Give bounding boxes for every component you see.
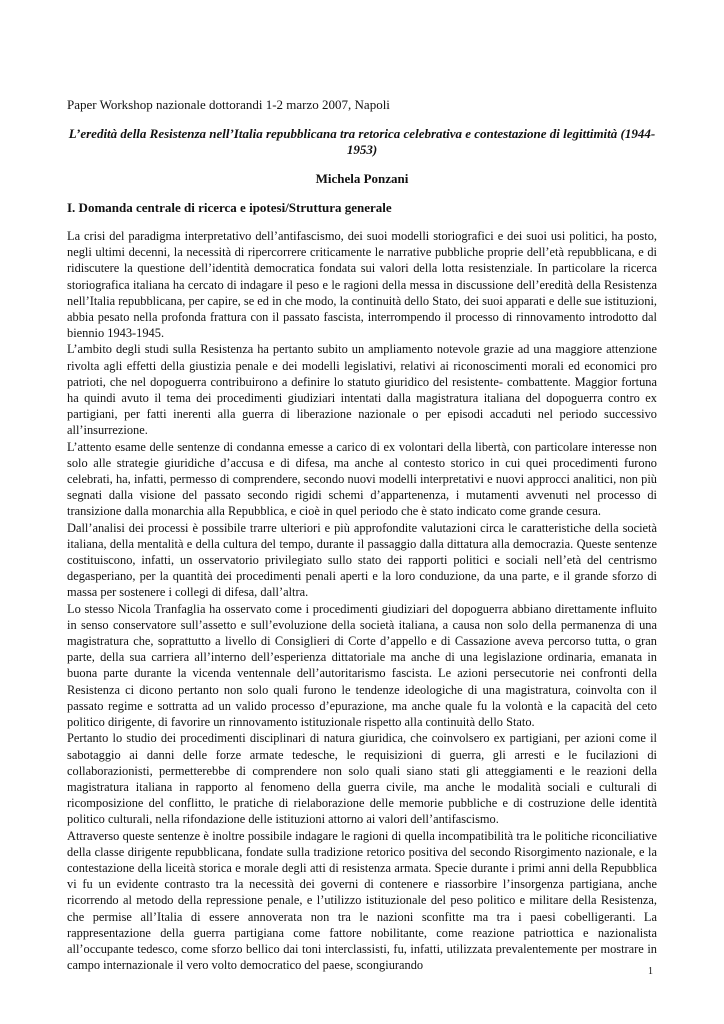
header-line: Paper Workshop nazionale dottorandi 1-2 marzo 2007, Napoli xyxy=(67,97,390,112)
paragraph-4: Dall’analisi dei processi è possibile trarre ulteriori e più approfondite valutazioni circa le caratteristiche della società italiana, della mentalità e della cultura del tempo, durante il passaggio dalla dittatura alla democrazia. Queste sentenze costituiscono, infatti, un osservatorio privilegiato sullo stato dei rapporti politici e sociali nell’età del centrismo degasperiano, per la quantità dei procedimenti penali aperti e la loro conduzione, da una parte, e il grande sforzo di massa per sostenere i collegi di difesa, dall’altra. xyxy=(67,520,657,600)
section-heading: I. Domanda centrale di ricerca e ipotesi/Struttura generale xyxy=(67,200,392,215)
paragraph-7: Attraverso queste sentenze è inoltre possibile indagare le ragioni di quella incompatibilità tra le politiche riconciliative della classe dirigente repubblicana, fondate sulla tradizione retorico positiva del secondo Risorgimento nazionale, e la contestazione della liceità storica e morale degli atti di resistenza armata. Specie durante i primi anni della Repubblica vi fu un evidente contrasto tra la necessità dei governi di contenere e riassorbire l’insorgenza partigiana, anche ricorrendo al metodo della repressione penale, e l’utilizzo istituzionale del peso politico e militare della Resistenza, che permise all’Italia di essere annoverata non tra le nazioni sconfitte ma tra i paesi cobelligeranti. La rappresentazione della guerra partigiana come fattore nobilitante, come reazione patriottica e nazionalista all’occupante tedesco, come sforzo bellico dai toni interclassisti, fu, infatti, utilizzata prevalentemente per mostrare in campo internazionale il vero volto democratico del paese, scongiurando xyxy=(67,828,657,973)
paragraph-5: Lo stesso Nicola Tranfaglia ha osservato come i procedimenti giudiziari del dopoguerra abbiano direttamente influito in senso conservatore sull’assetto e sull’evoluzione della società italiana, a causa non solo della permanenza di una magistratura che, soprattutto a livello di Consiglieri di Corte d’appello e di Cassazione aveva percorso tutta, o gran parte, della sua carriera all’interno dell’esperienza dittatoriale ma anche di una legislazione ordinaria, emanata in buona parte durante la vicenda ventennale dell’autoritarismo fascista. Le azioni persecutorie nei confronti della Resistenza ci dicono pertanto non solo quali furono le tendenze ideologiche di una magistratura, coinvolta con il passato regime e sottratta ad un valido processo d’epurazione, ma anche quale fu la volontà e la capacità del ceto politico dirigente, di favorire un rinnovamento istituzionale rispetto alla continuità dello Stato. xyxy=(67,601,657,730)
page-number: 1 xyxy=(648,966,653,977)
document-page xyxy=(67,97,657,973)
paragraph-6: Pertanto lo studio dei procedimenti disciplinari di natura giuridica, che coinvolsero ex partigiani, per azioni come il sabotaggio ai danni delle forze armate tedesche, le requisizioni di guerra, gli arresti e le fucilazioni di collaborazionisti, permetterebbe di comprendere non solo quali siano stati gli atteggiamenti e le reazioni della magistratura italiana in rapporto al fenomeno della guerra civile, ma anche le modalità sociali e culturali di ricomposizione del conflitto, le pratiche di rielaborazione delle memorie pubbliche e di costruzione delle identità politico culturali, nella rifondazione delle istituzioni attorno ai valori dell’antifascismo. xyxy=(67,731,657,827)
author-name: Michela Ponzani xyxy=(315,171,409,186)
paragraph-3: L’attento esame delle sentenze di condanna emesse a carico di ex volontari della libertà, con particolare interesse non solo alle strategie giuridiche d’accusa e di difesa, ma anche al contesto storico in cui quei procedimenti furono celebrati, ha, infatti, permesso di comprendere, secondo nuovi modelli interpretativi e nuovi approcci analitici, non più segnati dalla visione del passato secondo rigidi schemi d’appartenenza, i mutamenti avvenuti nel processo di transizione dalla monarchia alla Repubblica, e cioè in quel periodo che è stato indicato come grande cesura. xyxy=(67,439,657,519)
paragraph-2: L’ambito degli studi sulla Resistenza ha pertanto subito un ampliamento notevole grazie ad una maggiore attenzione rivolta agli effetti della giustizia penale e dei modelli legislativi, relativi ai riconoscimenti morali ed economici pro patrioti, che nel dopoguerra contribuirono a definire lo statuto giuridico del resistente- combattente. Maggior fortuna ha quindi avuto il tema dei procedimenti giudiziari intentati dalla magistratura italiana del dopoguerra contro ex partigiani, per fatti inerenti alla guerra di liberazione nazionale o per episodi accaduti nel periodo successivo all’insurrezione. xyxy=(67,342,657,438)
document-title: L’eredità della Resistenza nell’Italia repubblicana tra retorica celebrativa e contestazione di legittimità (1944-1953) xyxy=(68,126,656,157)
paragraph-1: La crisi del paradigma interpretativo dell’antifascismo, dei suoi modelli storiografici e dei suoi usi politici, ha posto, negli ultimi decenni, la necessità di ripercorrere criticamente le narrative pubbliche proprie dell’età repubblicana, e di ridiscutere la questione dell’identità democratica fondata sui valori della lotta resistenziale. In particolare la ricerca storiografica italiana ha cercato di indagare il peso e le ragioni della messa in discussione dell’eredità della Resistenza nell’Italia repubblicana, per capire, se ed in che modo, la continuità dello Stato, dei suoi apparati e delle sue istituzioni, abbia pesato nella profonda frattura con il passato fascista, interrompendo il processo di rinnovamento introdotto dal biennio 1943-1945. xyxy=(67,229,657,341)
